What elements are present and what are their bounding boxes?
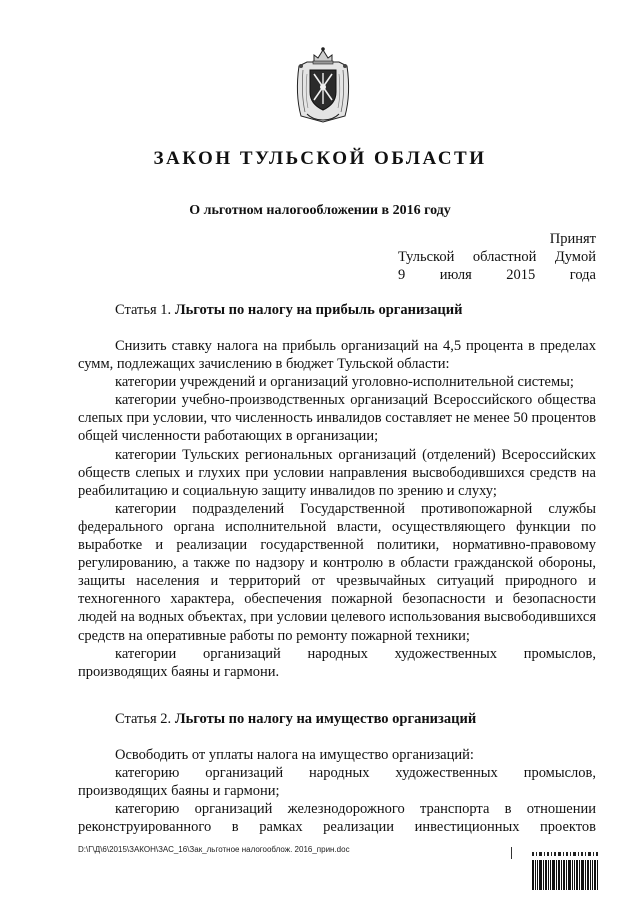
adoption-year: 2015: [506, 267, 536, 283]
paragraph: Освободить от уплаты налога на имущество организаций:: [115, 747, 474, 763]
article-2-heading: [115, 711, 476, 728]
article-1-label: Статья 1.: [115, 302, 172, 318]
paragraph: категорию организаций железнодорожного транспорта в отношении реконструированного в рамках реализации инвестиционных проектов: [78, 801, 596, 836]
paragraph: категорию организаций народных художественных промыслов, производящих баяны и гармони;: [78, 765, 596, 800]
article-1-body: [78, 337, 596, 681]
adoption-line-2: [398, 248, 596, 266]
barcode-strip-icon: [532, 852, 598, 856]
document-subtitle: О льготном налогообложении в 2016 году: [189, 203, 451, 218]
adoption-date: [398, 266, 596, 284]
paragraph: категории учебно-производственных организаций Всероссийского общества слепых при условии, что численность инвалидов составляет не менее 50 процентов общей численности работающих в организации;: [78, 392, 596, 445]
paragraph: Снизить ставку налога на прибыль организаций на 4,5 процента в пределах сумм, подлежащих зачислению в бюджет Тульской области:: [78, 338, 596, 373]
article-1-heading: [115, 302, 462, 319]
adoption-word: областной: [472, 249, 537, 265]
adoption-line-1: Принят: [549, 231, 596, 247]
adoption-word: Думой: [554, 249, 596, 265]
article-2-title: Льготы по налогу на имущество организаций: [174, 711, 477, 727]
margin-mark: [511, 847, 512, 859]
paragraph: категории подразделений Государственной противопожарной службы федерального органа исполнительной власти, осуществляющего функции по выработке и реализации государственной политики, нормативно-правовому регулированию, а также по надзору и контролю в области гражданской обороны, защиты населения и территорий от чрезвычайных ситуаций природного и техногенного характера, обеспечения пожарной безопасности и безопасности людей на водных объектах, при условии целевого использования высвободившихся средств на оперативные работы по ремонту пожарной техники;: [78, 500, 596, 644]
article-2-label: Статья 2.: [115, 711, 172, 727]
adoption-day: 9: [398, 267, 406, 283]
paragraph: категории учреждений и организаций уголовно-исполнительной системы;: [115, 374, 574, 391]
adoption-word: Тульской: [398, 249, 455, 265]
adoption-info: [398, 230, 596, 284]
adoption-month: июля: [439, 267, 472, 283]
article-2-body: [78, 746, 596, 836]
file-path: D:\Г\Д\6\2015\ЗАКОН\ЗАС_16\Зак_льготное налогооблож. 2016_прин.doc: [78, 845, 350, 854]
barcode-icon: [532, 860, 598, 890]
adoption-word: года: [569, 267, 596, 283]
paragraph: категории Тульских региональных организаций (отделений) Всероссийских обществ слепых и глухих при условии направления высвободившихся средств на реабилитацию и социальную защиту инвалидов по зрению и слуху;: [78, 446, 596, 499]
document-title: ЗАКОН ТУЛЬСКОЙ ОБЛАСТИ: [153, 148, 487, 169]
paragraph: категории организаций народных художественных промыслов, производящих баяны и гармони.: [78, 645, 596, 680]
article-1-title: Льготы по налогу на прибыль организаций: [174, 302, 463, 318]
tula-coat-of-arms-icon: [293, 44, 353, 124]
